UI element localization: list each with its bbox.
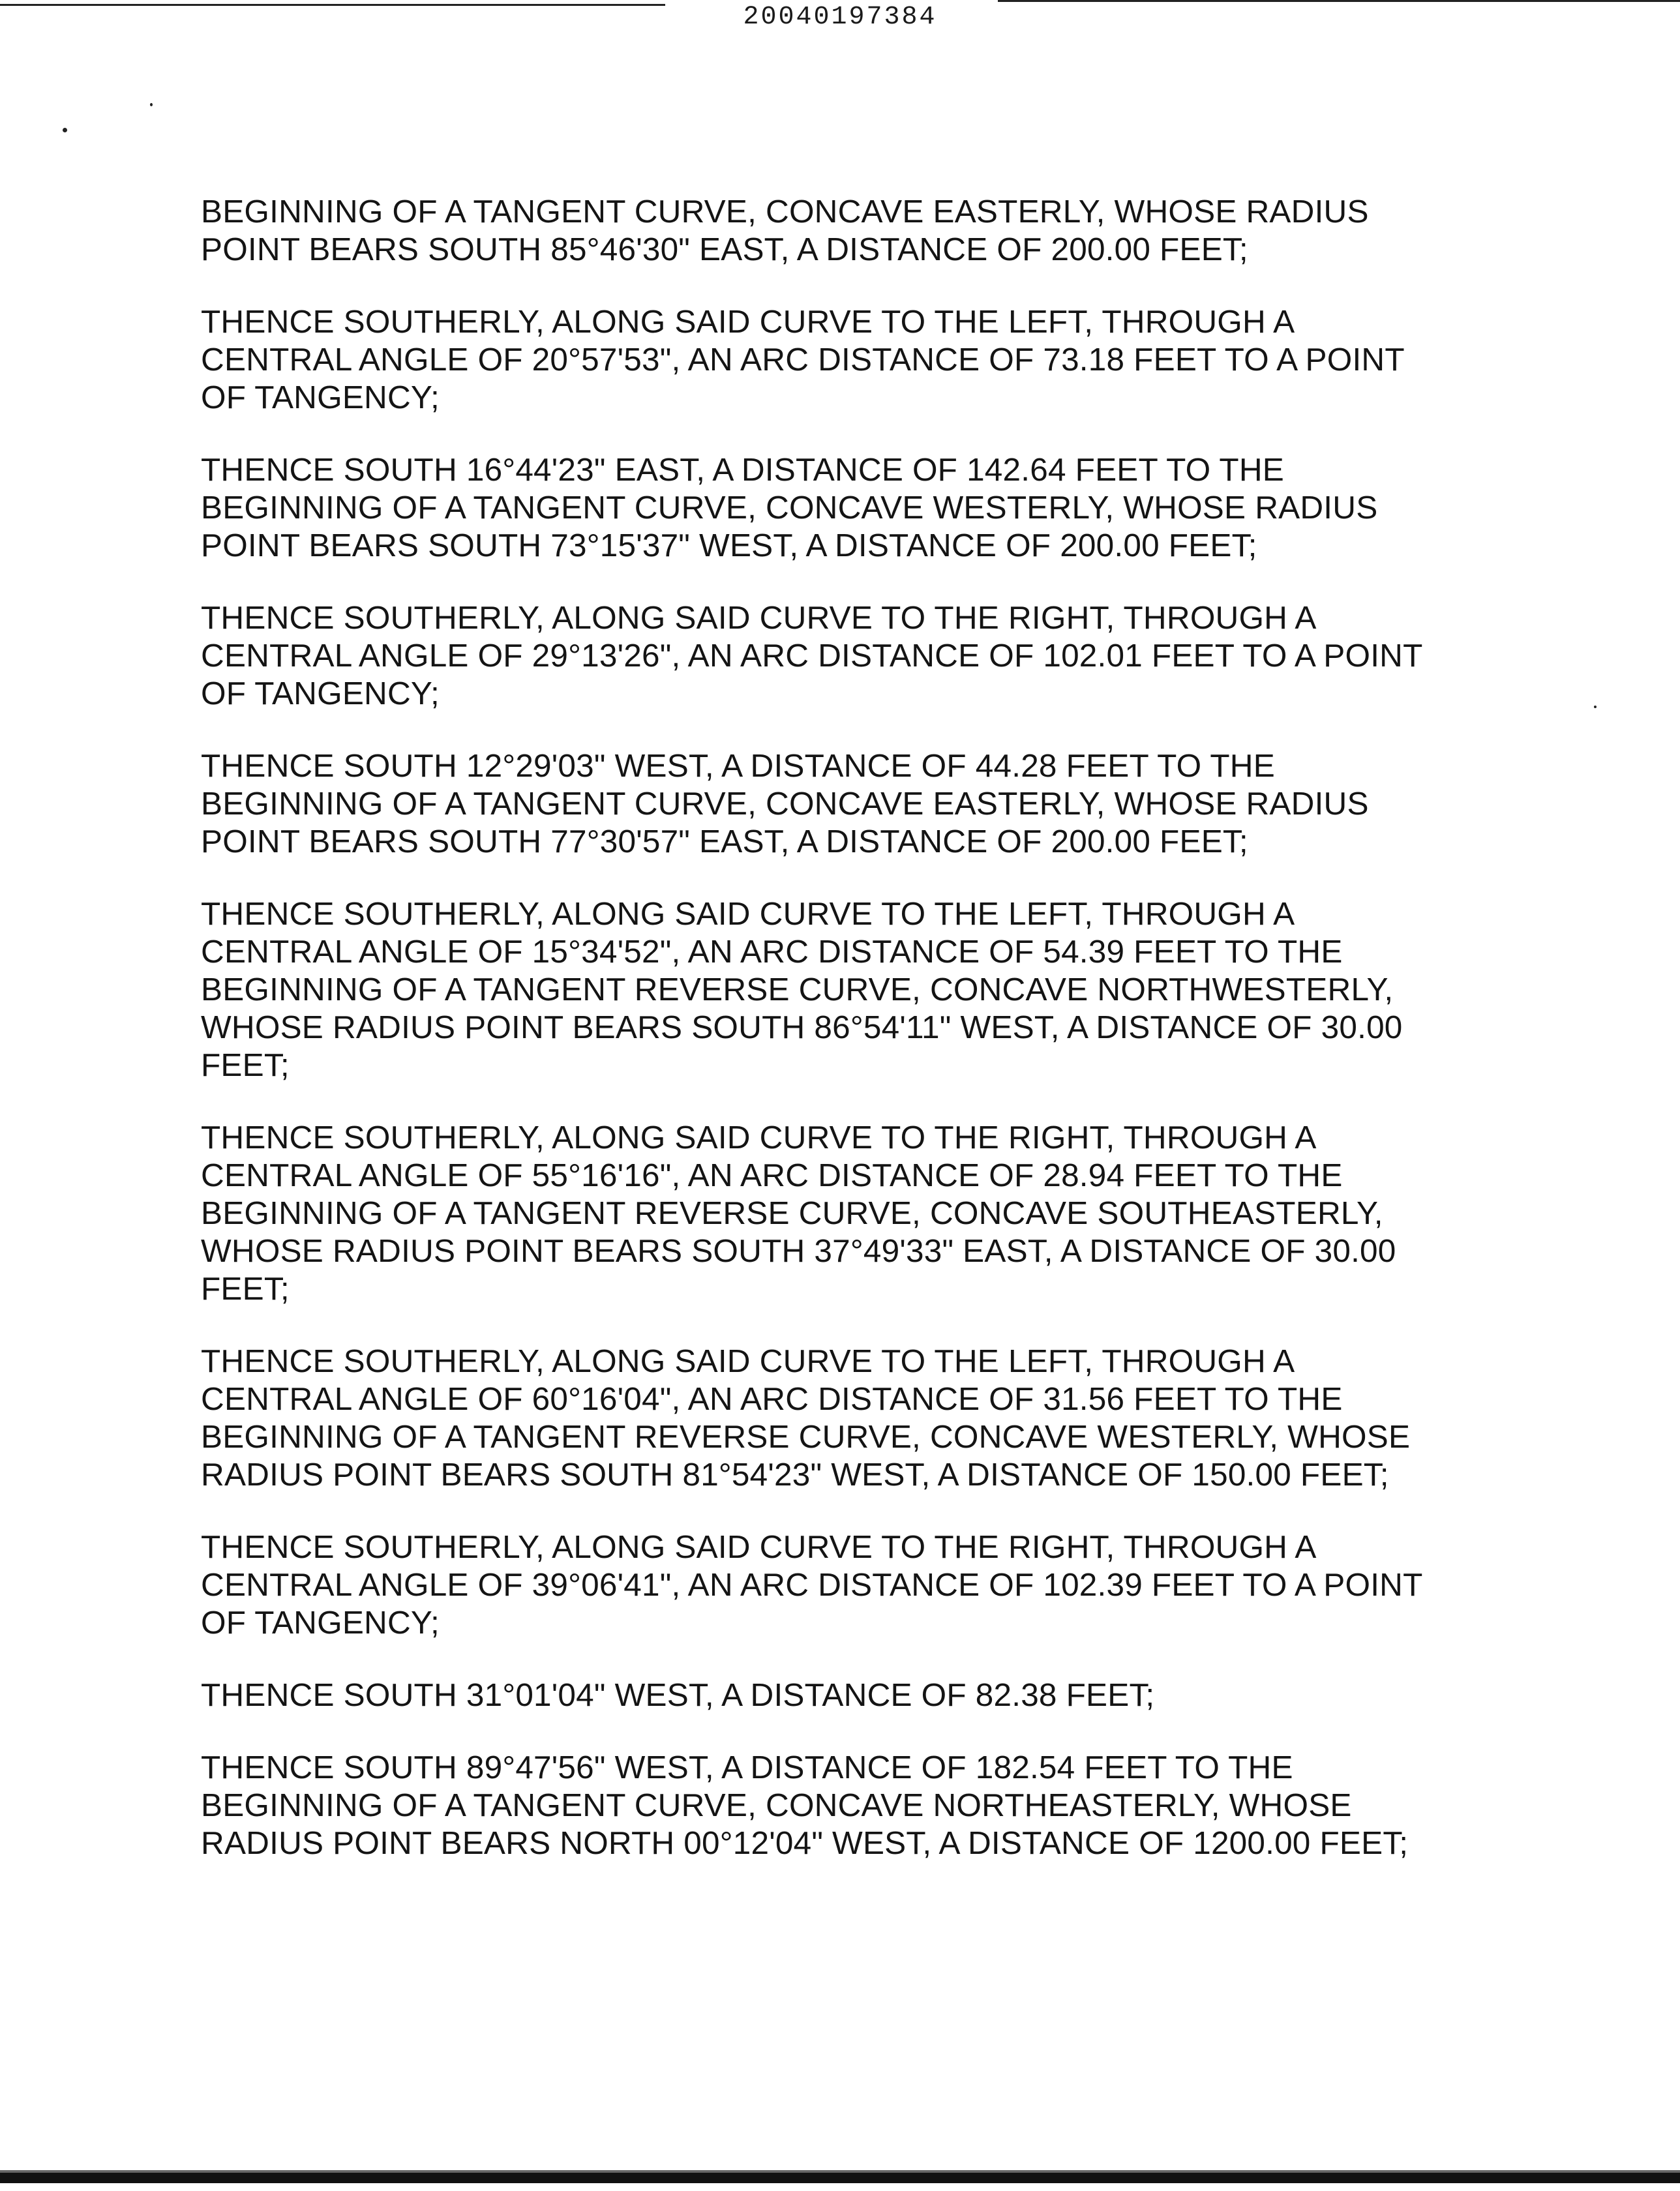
paragraph: THENCE SOUTH 12°29'03" WEST, A DISTANCE OF 44.28 FEET TO THE BEGINNING OF A TANGENT CURVE, CONCAVE EASTERLY, WHOSE RADIUS POINT BEARS SOUTH 77°30'57" EAST, A DISTANCE OF 200.00 FEET; bbox=[201, 748, 1369, 859]
paragraph: THENCE SOUTHERLY, ALONG SAID CURVE TO THE LEFT, THROUGH A CENTRAL ANGLE OF 15°34'52", AN ARC DISTANCE OF 54.39 FEET TO THE BEGINNING OF A TANGENT REVERSE CURVE, CONCAVE NORTHWESTERLY, WHOSE RADIUS POINT BEARS SOUTH 86°54'11" WEST, A DISTANCE OF 30.00 FEET; bbox=[201, 896, 1403, 1083]
top-border-line bbox=[998, 0, 1680, 2]
document-number: 20040197384 bbox=[743, 3, 937, 32]
scan-speck bbox=[1594, 706, 1597, 708]
paragraph: THENCE SOUTHERLY, ALONG SAID CURVE TO THE RIGHT, THROUGH A CENTRAL ANGLE OF 55°16'16", AN ARC DISTANCE OF 28.94 FEET TO THE BEGINNING OF A TANGENT REVERSE CURVE, CONCAVE SOUTHEASTERLY, WHOSE RADIUS POINT BEARS SOUTH 37°49'33" EAST, A DISTANCE OF 30.00 FEET; bbox=[201, 1120, 1396, 1307]
paragraph: THENCE SOUTHERLY, ALONG SAID CURVE TO THE LEFT, THROUGH A CENTRAL ANGLE OF 20°57'53", AN ARC DISTANCE OF 73.18 FEET TO A POINT OF TANGENCY; bbox=[201, 304, 1405, 415]
paragraph: THENCE SOUTHERLY, ALONG SAID CURVE TO THE LEFT, THROUGH A CENTRAL ANGLE OF 60°16'04", AN ARC DISTANCE OF 31.56 FEET TO THE BEGINNING OF A TANGENT REVERSE CURVE, CONCAVE WESTERLY, WHOSE RADIUS POINT BEARS SOUTH 81°54'23" WEST, A DISTANCE OF 150.00 FEET; bbox=[201, 1343, 1411, 1493]
paragraph: BEGINNING OF A TANGENT CURVE, CONCAVE EASTERLY, WHOSE RADIUS POINT BEARS SOUTH 85°46'30" EAST, A DISTANCE OF 200.00 FEET; bbox=[201, 194, 1369, 267]
scan-speck bbox=[63, 128, 67, 132]
paragraph: THENCE SOUTH 89°47'56" WEST, A DISTANCE OF 182.54 FEET TO THE BEGINNING OF A TANGENT CURVE, CONCAVE NORTHEASTERLY, WHOSE RADIUS POINT BEARS NORTH 00°12'04" WEST, A DISTANCE OF 1200.00 FEET; bbox=[201, 1750, 1409, 1861]
bottom-border-line bbox=[0, 2173, 1680, 2183]
paragraph: THENCE SOUTH 31°01'04" WEST, A DISTANCE OF 82.38 FEET; bbox=[201, 1677, 1155, 1713]
paragraph: THENCE SOUTHERLY, ALONG SAID CURVE TO THE RIGHT, THROUGH A CENTRAL ANGLE OF 39°06'41", AN ARC DISTANCE OF 102.39 FEET TO A POINT OF TANGENCY; bbox=[201, 1529, 1423, 1641]
scan-speck bbox=[150, 103, 153, 106]
paragraph: THENCE SOUTH 16°44'23" EAST, A DISTANCE OF 142.64 FEET TO THE BEGINNING OF A TANGENT CURVE, CONCAVE WESTERLY, WHOSE RADIUS POINT BEARS SOUTH 73°15'37" WEST, A DISTANCE OF 200.00 FEET; bbox=[201, 452, 1378, 563]
paragraph: THENCE SOUTHERLY, ALONG SAID CURVE TO THE RIGHT, THROUGH A CENTRAL ANGLE OF 29°13'26", AN ARC DISTANCE OF 102.01 FEET TO A POINT OF TANGENCY; bbox=[201, 600, 1423, 711]
legal-description-body bbox=[201, 193, 1479, 1897]
